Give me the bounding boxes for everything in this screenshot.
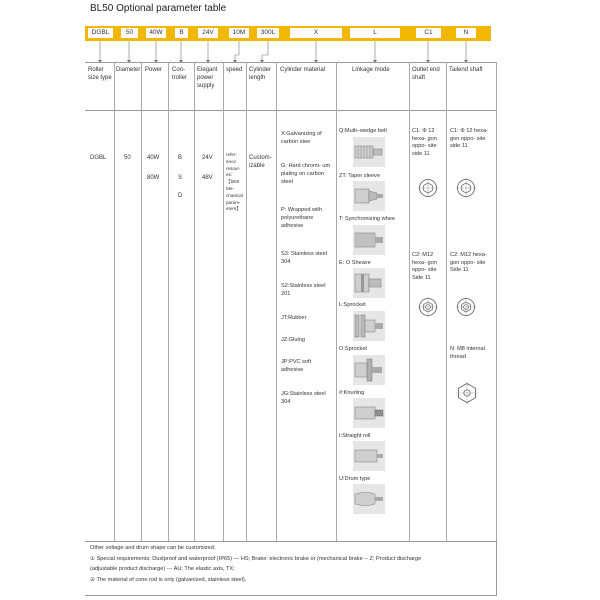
- col-divider: [336, 62, 337, 542]
- header-cylinder-material: Cylinder material: [280, 67, 326, 73]
- row-power-2: 80W: [147, 175, 160, 181]
- col-divider: [409, 62, 410, 542]
- material-item: S3: Stainless steel 304: [281, 251, 328, 265]
- linkage-label: E: O Sheave: [339, 260, 371, 266]
- hex-shaft-icon: [456, 178, 476, 198]
- header-divider: [85, 110, 496, 111]
- header-power: Power: [145, 67, 163, 73]
- row-supply-1: 24V: [202, 155, 213, 161]
- table-top-line: [85, 62, 496, 63]
- col-divider: [276, 62, 277, 542]
- sprocket-image: [353, 311, 385, 341]
- col-divider: [141, 62, 142, 542]
- code-linkage: L: [350, 28, 400, 38]
- sprocket-o-image: [353, 355, 385, 385]
- multi-wedge-belt-image: [353, 137, 385, 167]
- header-diameter: Diameter: [116, 67, 141, 73]
- material-item: JG:Stainless steel 304: [281, 391, 326, 405]
- material-item: JT:Rubber: [281, 315, 307, 321]
- linkage-label: U:Drum type: [339, 476, 371, 482]
- row-type: DGBL: [90, 155, 107, 161]
- header-power-supply: Elegant power supply: [197, 67, 218, 89]
- internal-thread-icon: [456, 382, 478, 404]
- outlet-c2-text: C2: M12 hexa- gon oppo- site Side 11: [412, 252, 437, 281]
- row-speed-note: refer: ence resour- es: 【bl50 Me- chanical param- eters】: [226, 152, 243, 212]
- knurling-image: [353, 398, 385, 428]
- linkage-label: O:Sprocket: [339, 346, 367, 352]
- code-tail: N: [456, 28, 476, 38]
- row-supply-2: 48V: [202, 175, 213, 181]
- code-length: 300L: [257, 28, 279, 38]
- taper-sleeve-image: [353, 181, 385, 211]
- linkage-label: T: Synchronizing whee: [339, 216, 395, 222]
- code-supply: 24V: [198, 28, 218, 38]
- col-divider: [168, 62, 169, 542]
- code-material: X: [290, 28, 342, 38]
- code-controller: B: [175, 28, 188, 38]
- col-divider: [223, 62, 224, 542]
- row-power-1: 40W: [147, 155, 160, 161]
- hex-shaft-icon: [418, 178, 438, 198]
- col-divider: [114, 62, 115, 542]
- code-power: 40W: [146, 28, 166, 38]
- code-roller-type: DGBL: [88, 28, 113, 38]
- row-controller-2: S: [178, 175, 183, 181]
- col-divider: [446, 62, 447, 542]
- code-speed: 10M: [229, 28, 249, 38]
- outlet-c1-text: C1: Φ 12 hexa- gon oppo- site side 11: [412, 128, 437, 157]
- note-line: (adjustable product discharge) --- AU; The elastic axis, TX;: [90, 566, 235, 572]
- straight-roll-image: [353, 441, 385, 471]
- row-diameter: 50: [124, 155, 131, 161]
- linkage-label: I:Straight roll: [339, 433, 371, 439]
- header-roller-size-type: Roller size type: [88, 67, 112, 81]
- col-divider: [496, 62, 497, 542]
- tail-n-text: N: M8 internal thread: [450, 346, 485, 360]
- note-line: ② The material of cone rod is only (galvanized, stainless steel).: [90, 577, 247, 583]
- tail-c1-text: C1: Φ 12 hexa- gon oppo- site side 11: [450, 128, 489, 149]
- linkage-label: ZT: Taper sleeve: [339, 173, 380, 179]
- tail-c2-text: C2: M12 hexa- gon oppo- site Side 11: [450, 252, 487, 273]
- col-divider: [246, 62, 247, 542]
- material-item: P: Wrapped with polyurethane adhesive: [281, 207, 322, 229]
- material-item: S2:Stainless steel 201: [281, 283, 326, 297]
- code-outlet: C1: [416, 28, 441, 38]
- header-tailend-shaft: Tailend shaft: [449, 67, 483, 73]
- m12-hex-shaft-icon: [456, 297, 476, 317]
- header-speed: speed: [226, 67, 243, 73]
- drum-type-image: [353, 484, 385, 514]
- page-title: BL50 Optional parameter table: [90, 3, 227, 14]
- row-controller-3: D: [178, 193, 183, 199]
- note-line: Other voltage and drum shape can be customized;: [90, 545, 216, 551]
- synchronizing-wheel-image: [353, 225, 385, 255]
- header-outlet-shaft: Outlet end shaft: [412, 67, 440, 81]
- row-length: Custom- izable: [249, 155, 272, 169]
- note-line: ① Special requirements: Dustproof and waterproof (IP65) --- HS; Brake: electronic brake or (mechanical brake -- Z; Product discharge: [90, 556, 422, 562]
- row-controller-1: B: [178, 155, 183, 161]
- header-controller: Con-troller: [172, 67, 188, 81]
- m12-hex-shaft-icon: [418, 297, 438, 317]
- header-linkage-mode: Linkage mode: [352, 67, 390, 73]
- col-divider: [194, 62, 195, 542]
- header-cylinder-length: Cylinder length: [249, 67, 272, 81]
- linkage-label: Q:Multi–wedge belt: [339, 128, 387, 134]
- material-item: X:Galvanizing of carbon stee: [281, 131, 322, 145]
- material-item: JZ:Gluing: [281, 337, 305, 343]
- o-sheave-image: [353, 268, 385, 298]
- linkage-label: L:Sprocket: [339, 302, 366, 308]
- material-item: G: Hard chromi- um plating on carbon steel: [281, 163, 331, 185]
- material-item: JP:PVC soft adhesive: [281, 359, 312, 373]
- code-diameter: 50: [121, 28, 138, 38]
- code-connectors: [0, 0, 600, 70]
- linkage-label: #:Knurling: [339, 390, 365, 396]
